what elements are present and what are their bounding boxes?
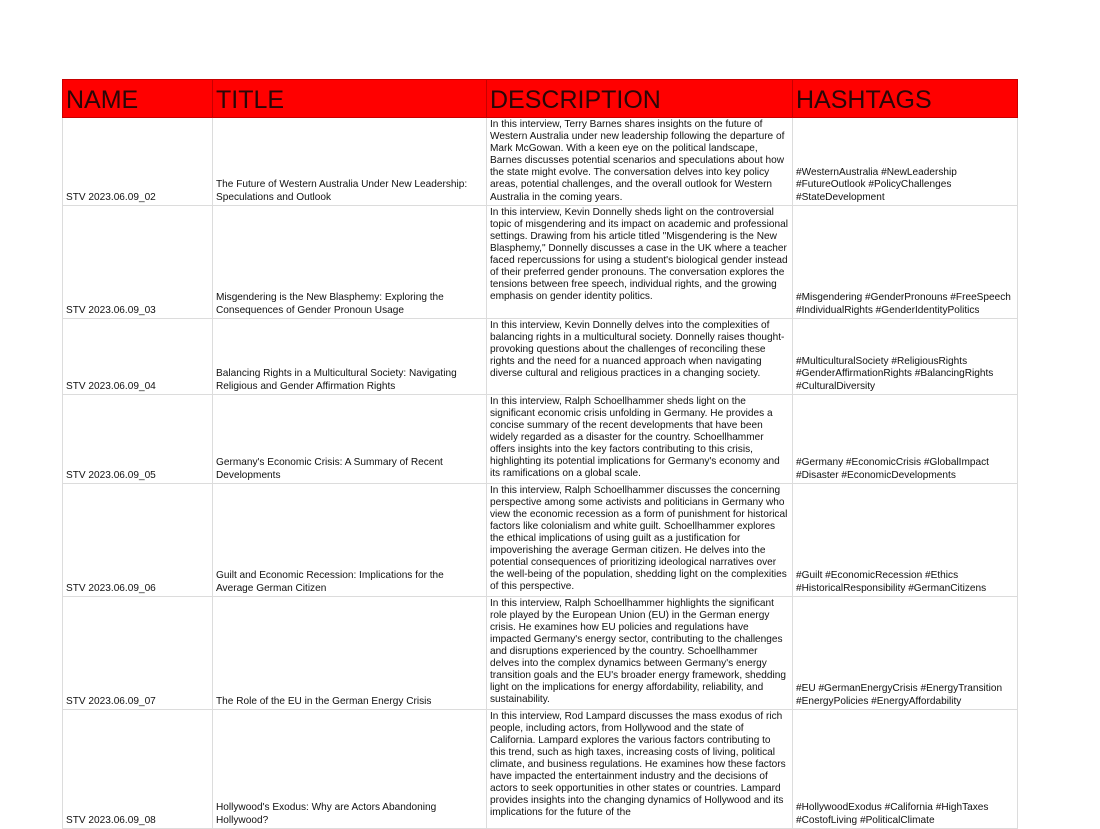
cell-name[interactable]: STV 2023.06.09_04 [63,318,213,394]
cell-name[interactable]: STV 2023.06.09_08 [63,709,213,828]
cell-name[interactable]: STV 2023.06.09_06 [63,483,213,596]
table-header [63,80,1018,118]
header-row [63,80,1018,118]
header-description[interactable]: DESCRIPTION [487,80,793,118]
cell-description[interactable]: In this interview, Ralph Schoellhammer discusses the concerning perspective among some activists and politicians in Germany who view the economic recession as a form of punishment for historical factors like colonialism and white guilt. Schoellhammer explores the ethical implications of using guilt as a justification for impoverishing the average German citizen. He delves into the potential consequences of prioritizing ideological narratives over the well-being of the population, shedding light on the complexities of this perspective. [487,483,793,596]
cell-description[interactable]: In this interview, Ralph Schoellhammer highlights the significant role played by the European Union (EU) in the German energy crisis. He examines how EU policies and regulations have impacted Germany's energy sector, contributing to the challenges and disruptions experienced by the country. Schoellhammer delves into the complex dynamics between Germany's energy transition goals and the EU's broader energy framework, shedding light on the implications for energy affordability, reliability, and sustainability. [487,596,793,709]
spreadsheet [62,79,1017,829]
cell-name[interactable]: STV 2023.06.09_03 [63,205,213,318]
cell-title[interactable]: Guilt and Economic Recession: Implications for the Average German Citizen [213,483,487,596]
cell-description[interactable]: In this interview, Rod Lampard discusses the mass exodus of rich people, including actors, from Hollywood and the state of California. Lampard explores the various factors contributing to this trend, such as high taxes, increasing costs of living, political climate, and business regulations. He examines how these factors have impacted the entertainment industry and the decisions of actors to seek opportunities in other states or countries. Lampard provides insights into the changing dynamics of Hollywood and its implications for the future of the [487,709,793,828]
table-body [63,118,1018,829]
table-row [63,483,1018,596]
cell-title[interactable]: Balancing Rights in a Multicultural Society: Navigating Religious and Gender Affirmation Rights [213,318,487,394]
header-hashtags[interactable]: HASHTAGS [793,80,1018,118]
cell-title[interactable]: The Role of the EU in the German Energy Crisis [213,596,487,709]
table-row [63,394,1018,483]
cell-hashtags[interactable]: #WesternAustralia #NewLeadership #FutureOutlook #PolicyChallenges #StateDevelopment [793,118,1018,206]
cell-hashtags[interactable]: #MulticulturalSociety #ReligiousRights #GenderAffirmationRights #BalancingRights #CulturalDiversity [793,318,1018,394]
cell-description[interactable]: In this interview, Terry Barnes shares insights on the future of Western Australia under new leadership following the departure of Mark McGowan. With a keen eye on the political landscape, Barnes discusses potential scenarios and speculations about how the state might evolve. The conversation delves into key policy areas, potential challenges, and the overall outlook for Western Australia in the coming years. [487,118,793,206]
cell-description[interactable]: In this interview, Kevin Donnelly delves into the complexities of balancing rights in a multicultural society. Donnelly raises thought-provoking questions about the challenges of reconciling these rights and the need for a nuanced approach when navigating diverse cultural and religious practices in a changing society. [487,318,793,394]
cell-description[interactable]: In this interview, Ralph Schoellhammer sheds light on the significant economic crisis unfolding in Germany. He provides a concise summary of the recent developments that have been widely regarded as a disaster for the country. Schoellhammer offers insights into the key factors contributing to this crisis, highlighting its potential implications for Germany's economy and its ramifications on a global scale. [487,394,793,483]
cell-title[interactable]: Germany's Economic Crisis: A Summary of Recent Developments [213,394,487,483]
header-title[interactable]: TITLE [213,80,487,118]
cell-hashtags[interactable]: #HollywoodExodus #California #HighTaxes #CostofLiving #PoliticalClimate [793,709,1018,828]
cell-hashtags[interactable]: #Germany #EconomicCrisis #GlobalImpact #Disaster #EconomicDevelopments [793,394,1018,483]
cell-title[interactable]: The Future of Western Australia Under New Leadership: Speculations and Outlook [213,118,487,206]
cell-name[interactable]: STV 2023.06.09_07 [63,596,213,709]
cell-description[interactable]: In this interview, Kevin Donnelly sheds light on the controversial topic of misgendering and its impact on academic and professional settings. Drawing from his article titled "Misgendering is the New Blasphemy," Donnelly discusses a case in the UK where a teacher faced repercussions for using a student's biological gender instead of their preferred gender pronouns. The conversation explores the tensions between free speech, individual rights, and the growing emphasis on gender identity politics. [487,205,793,318]
cell-name[interactable]: STV 2023.06.09_02 [63,118,213,206]
table-row [63,205,1018,318]
cell-name[interactable]: STV 2023.06.09_05 [63,394,213,483]
table-row [63,318,1018,394]
cell-hashtags[interactable]: #EU #GermanEnergyCrisis #EnergyTransition #EnergyPolicies #EnergyAffordability [793,596,1018,709]
cell-hashtags[interactable]: #Guilt #EconomicRecession #Ethics #HistoricalResponsibility #GermanCitizens [793,483,1018,596]
table-row [63,596,1018,709]
cell-title[interactable]: Misgendering is the New Blasphemy: Exploring the Consequences of Gender Pronoun Usage [213,205,487,318]
table-row [63,709,1018,828]
data-table [62,79,1018,829]
table-row [63,118,1018,206]
cell-hashtags[interactable]: #Misgendering #GenderPronouns #FreeSpeech #IndividualRights #GenderIdentityPolitics [793,205,1018,318]
header-name[interactable]: NAME [63,80,213,118]
cell-title[interactable]: Hollywood's Exodus: Why are Actors Abandoning Hollywood? [213,709,487,828]
